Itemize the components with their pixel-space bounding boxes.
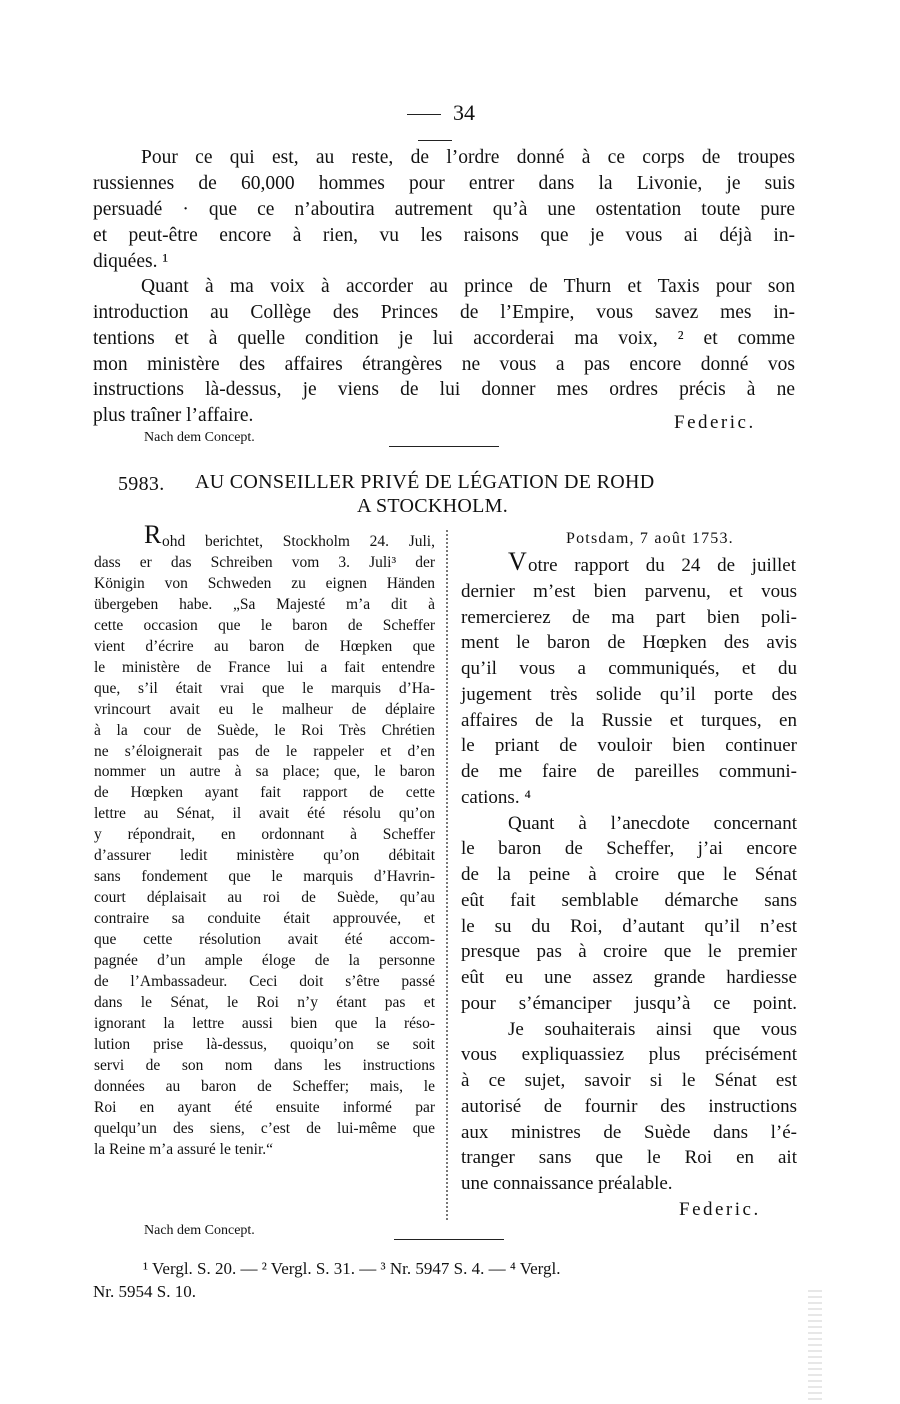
column-divider — [446, 530, 448, 1220]
left-column-line: Königin von Schweden zu eignen Händen — [94, 574, 435, 592]
left-column-line: dans le Sénat, le Roi n’y étant pas et — [94, 993, 435, 1011]
left-column-line: vrincourt avait eu le malheur de déplaire — [94, 700, 435, 718]
right-column-line: autorisé de fournir des instructions — [461, 1095, 797, 1117]
right-column-line: remercierez de ma part bien poli- — [461, 606, 797, 628]
left-column-line: lettre au Sénat, il avait été résolu qu’on — [94, 805, 435, 823]
left-column-line: sans fondement que le marquis d’Havrin- — [94, 868, 435, 886]
right-column-line: presque pas à croire que le premier — [461, 941, 797, 963]
document-number: 5983. — [118, 473, 165, 495]
left-column-line: servi de son nom dans les instructions — [94, 1056, 435, 1074]
right-column-line: le su du Roi, d’autant qu’il n’est — [461, 915, 797, 937]
left-column-line: données au baron de Scheffer; mais, le — [94, 1077, 435, 1095]
signature-1: Federic. — [674, 412, 756, 433]
top-paragraph-line: introduction au Collège des Princes de l’Empire, vous savez mes in- — [93, 302, 795, 323]
right-dropcap — [508, 549, 527, 578]
left-column-line: court déplaisait au roi de Suède, qu’au — [94, 889, 435, 907]
right-column-line: de la peine à croire que le Sénat — [461, 864, 797, 885]
dropcap-r: R — [144, 520, 162, 549]
left-column-line: nommer un autre à sa place; que, le baron — [94, 763, 435, 781]
right-column-line: ment le baron de Hœpken des avis — [461, 632, 797, 654]
left-column-line: à la cour de Suède, le Roi Très Chrétien — [94, 721, 435, 739]
right-column-line: dernier m’est bien parvenu, et vous — [461, 580, 797, 602]
section-divider-1 — [389, 446, 499, 447]
footnote-line-1: ¹ Vergl. S. 20. — ² Vergl. S. 31. — ³ Nr. 5947 S. 4. — ⁴ Vergl. — [143, 1259, 561, 1278]
right-column-line: une connaissance préalable. — [461, 1173, 673, 1194]
top-paragraph-line: persuadé · que ce n’aboutira autrement qu’à une ostentation toute pure — [93, 199, 795, 220]
left-column-line: que cette résolution avait été accom- — [94, 931, 435, 949]
left-column-line: ohd berichtet, Stockholm 24. Juli, — [162, 533, 435, 550]
right-column-line: cations. ⁴ — [461, 786, 531, 808]
right-column-line: à ce sujet, savoir si le Sénat est — [461, 1070, 797, 1091]
right-column-line: le priant de vouloir bien continuer — [461, 735, 797, 757]
top-paragraph-line: mon ministère des affaires étrangères ne vous a pas encore donné vos — [93, 354, 795, 375]
right-column-line: le baron de Scheffer, j’ai encore — [461, 838, 797, 860]
right-column-line: pour s’émanciper jusqu’à ce point. — [461, 992, 797, 1014]
top-paragraph-line: russiennes de 60,000 hommes pour entrer dans la Livonie, je suis — [93, 173, 795, 194]
footnote-line-2: Nr. 5954 S. 10. — [93, 1282, 196, 1301]
heading-line-1: AU CONSEILLER PRIVÉ DE LÉGATION DE ROHD — [195, 471, 655, 493]
top-paragraph-line: Pour ce qui est, au reste, de l’ordre donné à ce corps de troupes — [141, 147, 795, 168]
top-paragraph-line: diquées. ¹ — [93, 251, 169, 272]
right-column-line: affaires de la Russie et turques, en — [461, 709, 797, 731]
left-column-line: ignorant la lettre aussi bien que la réso- — [94, 1014, 435, 1032]
top-paragraph-line: plus traîner l’affaire. — [93, 405, 254, 426]
left-column-line: dass er das Schreiben vom 3. Juli³ der — [94, 553, 435, 571]
top-paragraph-line: tentions et à quelle condition je lui accorderai ma voix, ² et comme — [93, 328, 795, 349]
right-column-line: aux ministres de Suède dans l’é- — [461, 1121, 797, 1143]
left-column-line: übergeben habe. „Sa Majesté m’a dit à — [94, 595, 435, 613]
right-column-line: eût eu une assez grande hardiesse — [461, 967, 797, 988]
top-paragraph-line: Quant à ma voix à accorder au prince de Thurn et Taxis pour son — [141, 276, 795, 297]
left-column-line: Roi en ayant été ensuite informé par — [94, 1098, 435, 1116]
left-column-line: de Hœpken ayant fait rapport de cette — [94, 784, 435, 802]
top-paragraph-line: instructions là-dessus, je viens de lui donner mes ordres précis à ne — [93, 379, 795, 400]
left-column-line: cette occasion que le baron de Scheffer — [94, 616, 435, 634]
right-column-line: jugement très solide qu’il porte des — [461, 683, 797, 705]
left-column-line: de l’Ambassadeur. Ceci doit s’être passé — [94, 972, 435, 990]
left-column-line: la Reine m’a assuré le tenir.“ — [94, 1140, 274, 1158]
source-note-1: Nach dem Concept. — [144, 430, 255, 445]
top-paragraph-line: et peut-être encore à rien, vu les raisons que je vous ai déjà in- — [93, 225, 795, 246]
left-column-line: contraire sa conduite était approuvée, et — [94, 910, 435, 928]
heading-line-2: A STOCKHOLM. — [357, 495, 509, 517]
section-divider-2 — [394, 1239, 504, 1240]
source-note-2: Nach dem Concept. — [144, 1223, 255, 1238]
dateline: Potsdam, 7 août 1753. — [566, 530, 734, 547]
signature-2: Federic. — [679, 1199, 761, 1220]
right-column-line: tranger sans que le Roi en ait — [461, 1147, 797, 1169]
scan-artifact — [808, 1290, 822, 1400]
right-column-line: Quant à l’anecdote concernant — [508, 812, 797, 834]
right-column-line: qu’il vous a communiqués, et du — [461, 658, 797, 679]
left-column-line: que, s’il était vrai que le marquis d’Ha- — [94, 679, 435, 697]
right-column-line: Je souhaiterais ainsi que vous — [508, 1018, 797, 1040]
page-number-text: 34 — [453, 100, 475, 125]
right-column-line: otre rapport du 24 de juillet — [528, 555, 796, 576]
left-column-line: ne s’éloignerait pas de le rappeler et d’en — [94, 742, 435, 760]
left-column-line: le ministère de France lui a fait entendre — [94, 658, 435, 676]
right-column-line: eût fait semblable démarche sans — [461, 889, 797, 911]
right-column-line: vous expliquassiez plus précisément — [461, 1044, 797, 1066]
left-column-line: pagnée d’un ample éloge de la personne — [94, 952, 435, 969]
left-column-line: d’assurer ledit ministère qu’on débitait — [94, 847, 435, 865]
left-column-line: vient d’écrire au baron de Hœpken que — [94, 637, 435, 655]
right-column-line: de me faire de pareilles communi- — [461, 761, 797, 782]
left-column-line: y répondrait, en ordonnant à Scheffer — [94, 826, 435, 844]
left-column-line: lution prise là-dessus, quoiqu’on se soit — [94, 1035, 435, 1053]
left-column-line: quelqu’un des siens, c’est de lui-même que — [94, 1119, 435, 1137]
dropcap-v: V — [508, 547, 527, 576]
